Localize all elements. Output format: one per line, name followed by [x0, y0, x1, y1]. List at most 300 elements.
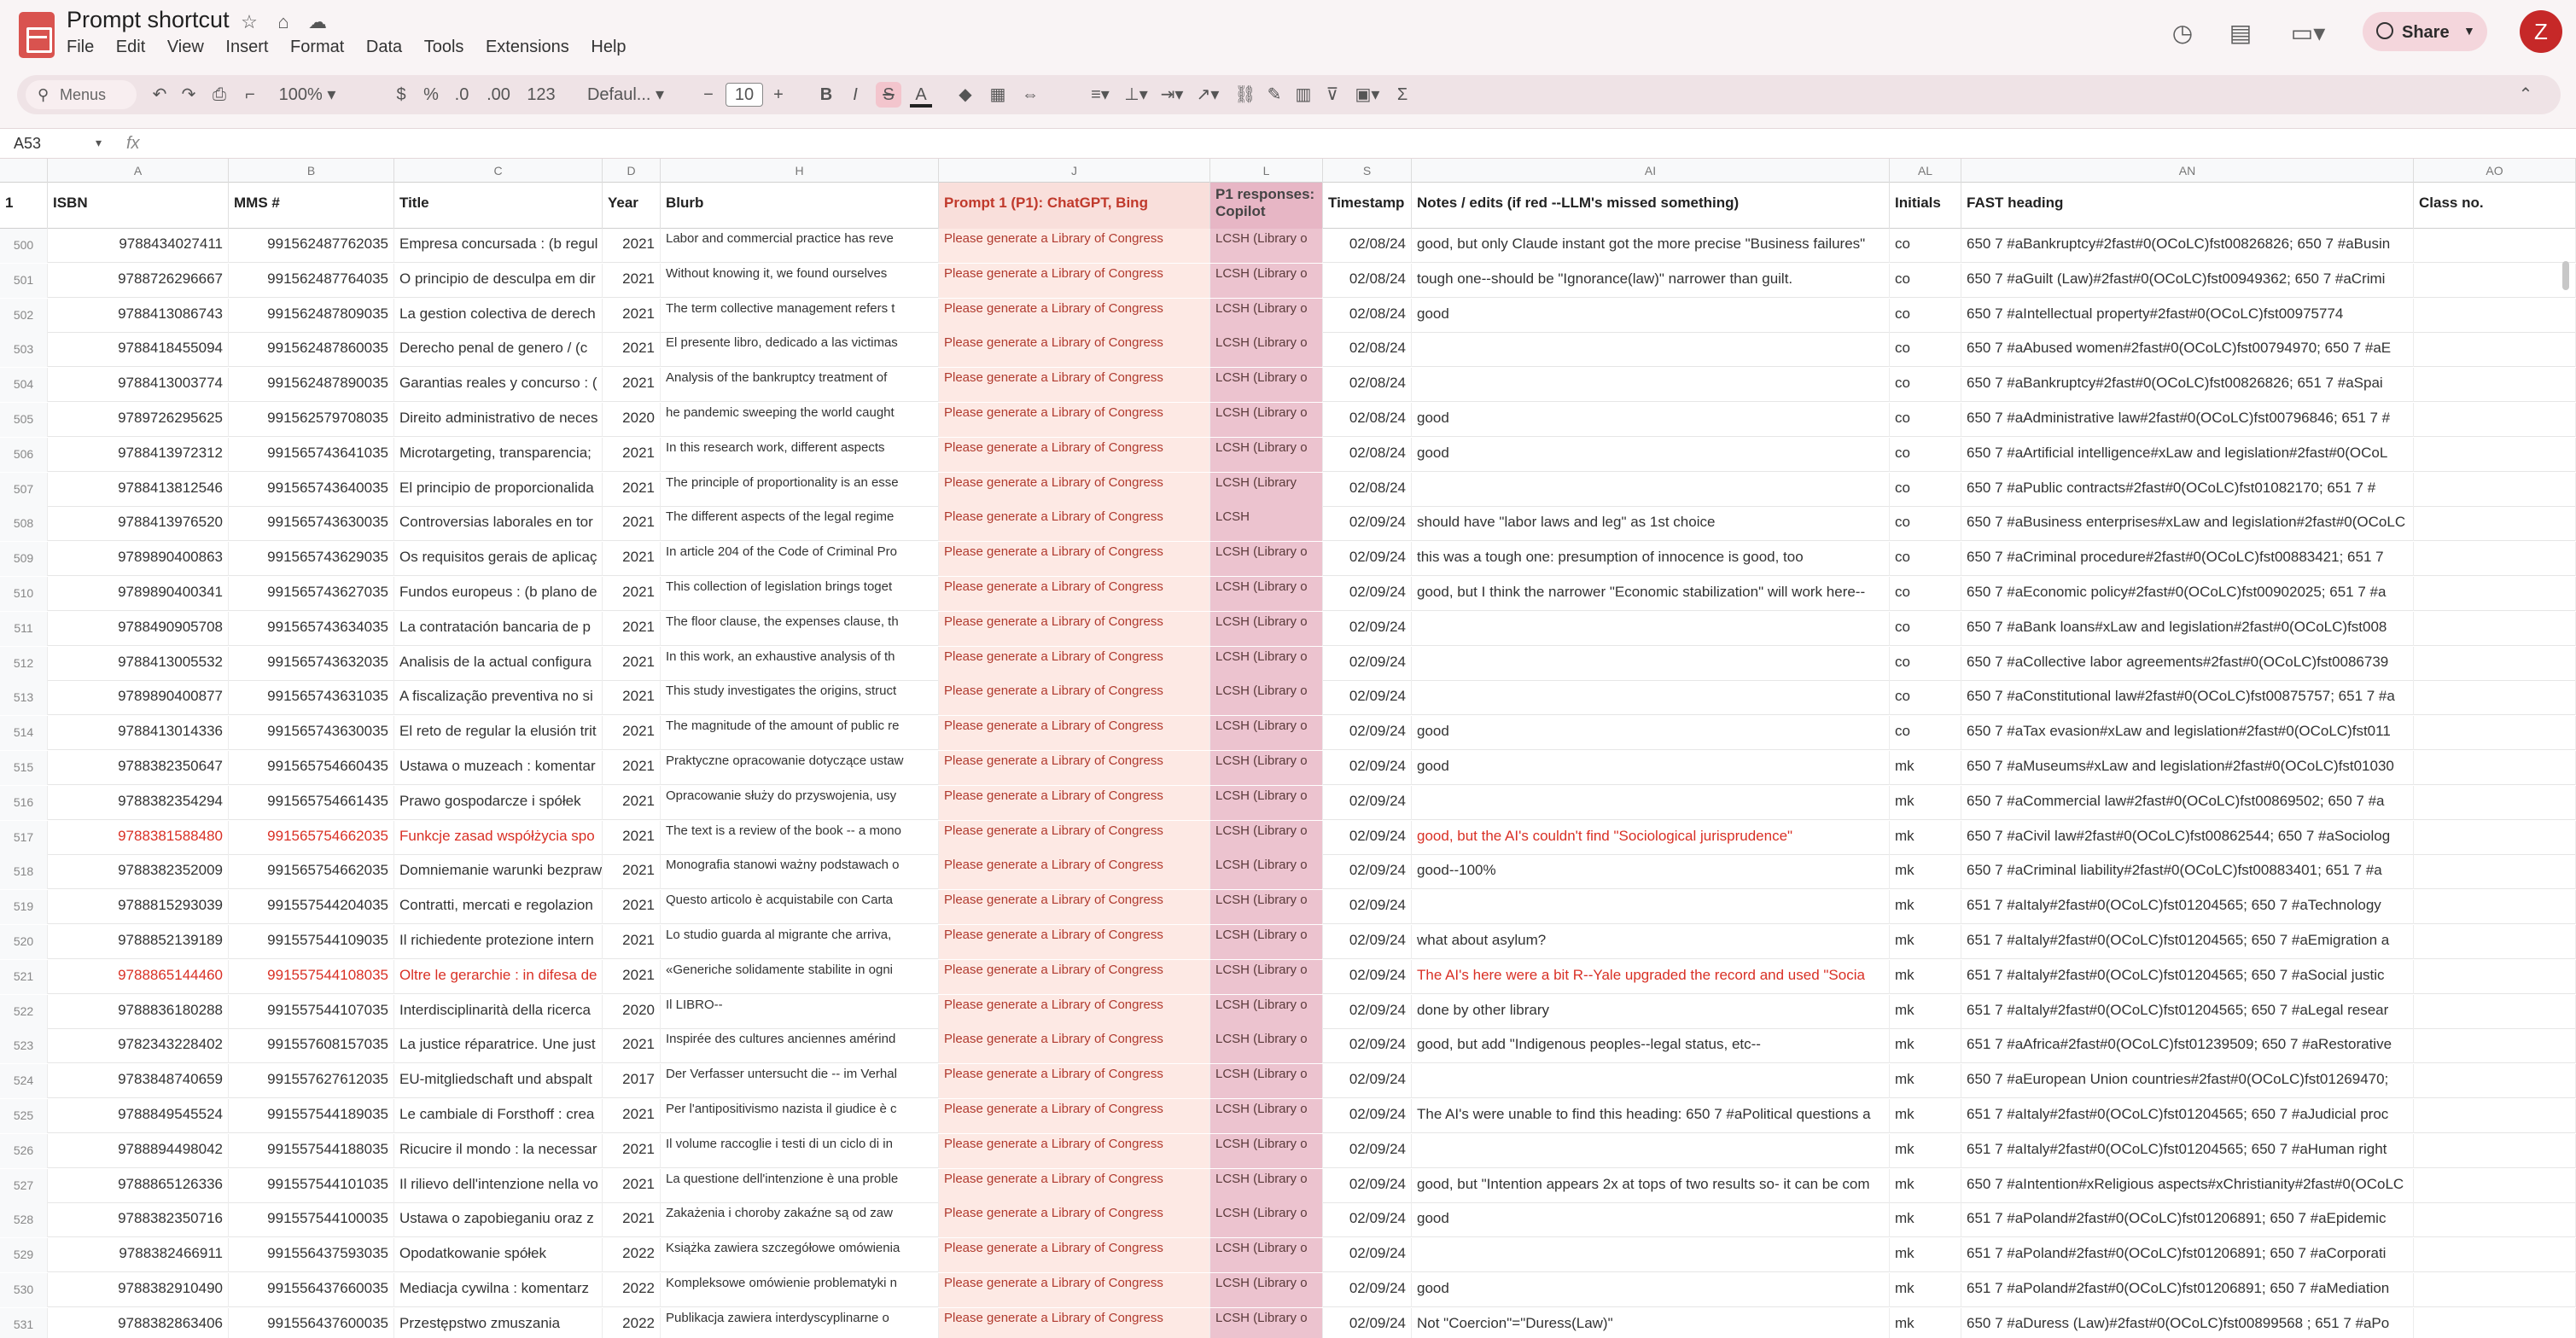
- cell-p1r[interactable]: LCSH (Library o: [1210, 577, 1323, 611]
- cell-notes[interactable]: [1412, 1238, 1890, 1272]
- header-isbn[interactable]: ISBN: [48, 183, 229, 229]
- cell-blurb[interactable]: Lo studio guarda al migrante che arriva,: [661, 925, 939, 959]
- cell-p1[interactable]: Please generate a Library of Congress: [939, 612, 1210, 646]
- row-header[interactable]: 517: [0, 821, 48, 855]
- row-header[interactable]: 507: [0, 473, 48, 507]
- cell-cls[interactable]: [2414, 542, 2576, 576]
- cell-p1[interactable]: Please generate a Library of Congress: [939, 960, 1210, 994]
- menu-format[interactable]: Format: [289, 38, 345, 56]
- filter-views-icon[interactable]: ▣▾: [1355, 85, 1380, 104]
- font-select[interactable]: Defaul... ▾: [586, 85, 665, 104]
- cell-blurb[interactable]: This study investigates the origins, struct: [661, 681, 939, 715]
- cell-cls[interactable]: [2414, 403, 2576, 437]
- row-header[interactable]: 523: [0, 1029, 48, 1063]
- cell-p1[interactable]: Please generate a Library of Congress: [939, 1308, 1210, 1338]
- cell-isbn[interactable]: 9788865144460: [48, 960, 229, 994]
- cell-title[interactable]: Ustawa o muzeach : komentar: [394, 751, 603, 785]
- cell-p1r[interactable]: LCSH (Library o: [1210, 438, 1323, 472]
- cell-p1r[interactable]: LCSH (Library o: [1210, 1134, 1323, 1168]
- cell-p1r[interactable]: LCSH (Library o: [1210, 542, 1323, 576]
- cell-year[interactable]: 2021: [603, 507, 661, 541]
- cell-year[interactable]: 2021: [603, 473, 661, 507]
- cell-isbn[interactable]: 9788434027411: [48, 229, 229, 263]
- cell-title[interactable]: El reto de regular la elusión trit: [394, 716, 603, 750]
- cell-ts[interactable]: 02/08/24: [1323, 333, 1412, 367]
- row-header[interactable]: 527: [0, 1169, 48, 1203]
- cell-mms[interactable]: 991557627612035: [229, 1064, 394, 1098]
- cell-fast[interactable]: 650 7 #aBank loans#xLaw and legislation#2fast#0(OCoLC)fst008: [1961, 612, 2414, 646]
- cell-notes[interactable]: [1412, 681, 1890, 715]
- cell-p1r[interactable]: LCSH (Library o: [1210, 716, 1323, 750]
- cell-mms[interactable]: 991565743627035: [229, 577, 394, 611]
- cell-ts[interactable]: 02/09/24: [1323, 786, 1412, 820]
- cell-p1[interactable]: Please generate a Library of Congress: [939, 1169, 1210, 1203]
- cell-cls[interactable]: [2414, 1203, 2576, 1237]
- cell-notes[interactable]: good: [1412, 1273, 1890, 1307]
- cell-ini[interactable]: mk: [1890, 821, 1961, 855]
- cell-year[interactable]: 2022: [603, 1308, 661, 1338]
- cell-p1r[interactable]: LCSH: [1210, 507, 1323, 541]
- cell-isbn[interactable]: 9788490905708: [48, 612, 229, 646]
- cell-mms[interactable]: 991562487764035: [229, 264, 394, 298]
- cell-p1r[interactable]: LCSH (Library o: [1210, 855, 1323, 889]
- cell-ini[interactable]: co: [1890, 473, 1961, 507]
- cell-year[interactable]: 2021: [603, 333, 661, 367]
- cell-cls[interactable]: [2414, 299, 2576, 333]
- cell-p1[interactable]: Please generate a Library of Congress: [939, 577, 1210, 611]
- cell-blurb[interactable]: In this work, an exhaustive analysis of th: [661, 647, 939, 681]
- cell-title[interactable]: Funkcje zasad współżycia spo: [394, 821, 603, 855]
- cell-mms[interactable]: 991557544188035: [229, 1134, 394, 1168]
- insert-comment-icon[interactable]: ✎: [1267, 85, 1282, 104]
- row-header[interactable]: 529: [0, 1238, 48, 1272]
- cell-p1r[interactable]: LCSH (Library o: [1210, 1169, 1323, 1203]
- merge-cells-icon[interactable]: ⇔: [1022, 85, 1039, 104]
- cell-notes[interactable]: [1412, 786, 1890, 820]
- cell-p1[interactable]: Please generate a Library of Congress: [939, 333, 1210, 367]
- cell-year[interactable]: 2021: [603, 890, 661, 924]
- cell-year[interactable]: 2021: [603, 751, 661, 785]
- cell-notes[interactable]: [1412, 647, 1890, 681]
- cell-ts[interactable]: 02/09/24: [1323, 1099, 1412, 1133]
- cell-cls[interactable]: [2414, 368, 2576, 402]
- row-header[interactable]: 500: [0, 229, 48, 263]
- cell-cls[interactable]: [2414, 1238, 2576, 1272]
- cell-mms[interactable]: 991557544107035: [229, 995, 394, 1029]
- vertical-scrollbar[interactable]: [2562, 261, 2569, 290]
- row-header[interactable]: 522: [0, 995, 48, 1029]
- cell-blurb[interactable]: Il volume raccoglie i testi di un ciclo di in: [661, 1134, 939, 1168]
- cell-notes[interactable]: good: [1412, 716, 1890, 750]
- cell-p1r[interactable]: LCSH (Library o: [1210, 1064, 1323, 1098]
- cell-cls[interactable]: [2414, 1064, 2576, 1098]
- cell-year[interactable]: 2021: [603, 577, 661, 611]
- cell-ini[interactable]: co: [1890, 368, 1961, 402]
- cell-blurb[interactable]: In article 204 of the Code of Criminal Pro: [661, 542, 939, 576]
- cell-notes[interactable]: good: [1412, 751, 1890, 785]
- menu-help[interactable]: Help: [591, 38, 627, 56]
- cell-blurb[interactable]: Der Verfasser untersucht die -- im Verhal: [661, 1064, 939, 1098]
- cell-ts[interactable]: 02/08/24: [1323, 299, 1412, 333]
- paint-format-icon[interactable]: ⌐: [245, 85, 255, 104]
- cell-title[interactable]: Oltre le gerarchie : in difesa de: [394, 960, 603, 994]
- cell-title[interactable]: Controversias laborales en tor: [394, 507, 603, 541]
- zoom-select[interactable]: 100% ▾: [278, 85, 336, 104]
- cell-p1[interactable]: Please generate a Library of Congress: [939, 1238, 1210, 1272]
- document-title[interactable]: Prompt shortcut: [67, 7, 230, 32]
- cell-blurb[interactable]: Inspirée des cultures anciennes amérind: [661, 1029, 939, 1063]
- star-icon[interactable]: ☆: [241, 11, 258, 32]
- cell-blurb[interactable]: In this research work, different aspects: [661, 438, 939, 472]
- column-header-D[interactable]: D: [603, 159, 661, 183]
- cell-title[interactable]: Ustawa o zapobieganiu oraz z: [394, 1203, 603, 1237]
- cell-p1r[interactable]: LCSH (Library o: [1210, 890, 1323, 924]
- cell-year[interactable]: 2021: [603, 229, 661, 263]
- header-mms[interactable]: MMS #: [229, 183, 394, 229]
- cell-blurb[interactable]: Analysis of the bankruptcy treatment of: [661, 368, 939, 402]
- cell-mms[interactable]: 991565754661435: [229, 786, 394, 820]
- cell-year[interactable]: 2017: [603, 1064, 661, 1098]
- cell-p1[interactable]: Please generate a Library of Congress: [939, 368, 1210, 402]
- cell-ts[interactable]: 02/08/24: [1323, 438, 1412, 472]
- cell-ts[interactable]: 02/09/24: [1323, 577, 1412, 611]
- strikethrough-button[interactable]: S: [876, 82, 901, 108]
- cell-fast[interactable]: 650 7 #aCollective labor agreements#2fast#0(OCoLC)fst0086739: [1961, 647, 2414, 681]
- cell-ini[interactable]: co: [1890, 438, 1961, 472]
- row-header[interactable]: 501: [0, 264, 48, 298]
- cell-fast[interactable]: 650 7 #aBusiness enterprises#xLaw and legislation#2fast#0(OCoLC: [1961, 507, 2414, 541]
- cell-cls[interactable]: [2414, 229, 2576, 263]
- cell-p1[interactable]: Please generate a Library of Congress: [939, 681, 1210, 715]
- cell-year[interactable]: 2021: [603, 438, 661, 472]
- cell-mms[interactable]: 991562487860035: [229, 333, 394, 367]
- cell-notes[interactable]: good: [1412, 403, 1890, 437]
- cell-fast[interactable]: 650 7 #aBankruptcy#2fast#0(OCoLC)fst00826826; 650 7 #aBusin: [1961, 229, 2414, 263]
- cell-year[interactable]: 2020: [603, 403, 661, 437]
- row-header[interactable]: 511: [0, 612, 48, 646]
- cell-ts[interactable]: 02/09/24: [1323, 925, 1412, 959]
- cell-ini[interactable]: mk: [1890, 855, 1961, 889]
- cell-cls[interactable]: [2414, 995, 2576, 1029]
- cell-mms[interactable]: 991557544109035: [229, 925, 394, 959]
- cell-isbn[interactable]: 9789890400863: [48, 542, 229, 576]
- row-header[interactable]: 530: [0, 1273, 48, 1307]
- cell-cls[interactable]: [2414, 612, 2576, 646]
- cell-notes[interactable]: good: [1412, 299, 1890, 333]
- cell-year[interactable]: 2021: [603, 786, 661, 820]
- share-button[interactable]: [2363, 12, 2487, 51]
- row-header[interactable]: 518: [0, 855, 48, 889]
- cell-title[interactable]: Os requisitos gerais de aplicaç: [394, 542, 603, 576]
- cell-isbn[interactable]: 9789726295625: [48, 403, 229, 437]
- row-header-1[interactable]: 1: [0, 183, 48, 229]
- cell-title[interactable]: Il richiedente protezione intern: [394, 925, 603, 959]
- horizontal-align-icon[interactable]: ≡▾: [1091, 85, 1110, 104]
- name-box[interactable]: A53: [14, 135, 42, 152]
- cell-cls[interactable]: [2414, 716, 2576, 750]
- cell-isbn[interactable]: 9788852139189: [48, 925, 229, 959]
- header-initials[interactable]: Initials: [1890, 183, 1961, 229]
- cell-year[interactable]: 2021: [603, 925, 661, 959]
- cell-fast[interactable]: 650 7 #aMuseums#xLaw and legislation#2fast#0(OCoLC)fst01030: [1961, 751, 2414, 785]
- cell-cls[interactable]: [2414, 1169, 2576, 1203]
- cell-notes[interactable]: good: [1412, 1203, 1890, 1237]
- cell-isbn[interactable]: 9782343228402: [48, 1029, 229, 1063]
- header-year[interactable]: Year: [603, 183, 661, 229]
- cell-isbn[interactable]: 9788413976520: [48, 507, 229, 541]
- cell-p1r[interactable]: LCSH (Library o: [1210, 925, 1323, 959]
- cell-year[interactable]: 2021: [603, 368, 661, 402]
- cell-ini[interactable]: co: [1890, 403, 1961, 437]
- cell-p1r[interactable]: LCSH (Library o: [1210, 995, 1323, 1029]
- cell-mms[interactable]: 991565743641035: [229, 438, 394, 472]
- cell-ini[interactable]: mk: [1890, 751, 1961, 785]
- cell-notes[interactable]: tough one--should be "Ignorance(law)" narrower than guilt.: [1412, 264, 1890, 298]
- menu-extensions[interactable]: Extensions: [485, 38, 569, 56]
- column-header-S[interactable]: S: [1323, 159, 1412, 183]
- font-size-decrease[interactable]: −: [703, 85, 714, 104]
- cell-fast[interactable]: 651 7 #aItaly#2fast#0(OCoLC)fst01204565; 650 7 #aHuman right: [1961, 1134, 2414, 1168]
- cell-p1[interactable]: Please generate a Library of Congress: [939, 786, 1210, 820]
- cell-ts[interactable]: 02/08/24: [1323, 264, 1412, 298]
- cell-blurb[interactable]: Publikacja zawiera interdyscyplinarne o: [661, 1308, 939, 1338]
- cell-blurb[interactable]: Without knowing it, we found ourselves: [661, 264, 939, 298]
- cell-ini[interactable]: mk: [1890, 1273, 1961, 1307]
- cell-p1[interactable]: Please generate a Library of Congress: [939, 299, 1210, 333]
- text-color-button[interactable]: A: [910, 82, 932, 108]
- cell-ini[interactable]: co: [1890, 264, 1961, 298]
- cell-ini[interactable]: mk: [1890, 1099, 1961, 1133]
- cell-blurb[interactable]: The different aspects of the legal regime: [661, 507, 939, 541]
- cell-notes[interactable]: good, but the AI's couldn't find "Sociological jurisprudence": [1412, 821, 1890, 855]
- cell-year[interactable]: 2020: [603, 995, 661, 1029]
- cell-fast[interactable]: 650 7 #aCommercial law#2fast#0(OCoLC)fst00869502; 650 7 #a: [1961, 786, 2414, 820]
- row-header[interactable]: 512: [0, 647, 48, 681]
- cell-cls[interactable]: [2414, 647, 2576, 681]
- row-header[interactable]: 513: [0, 681, 48, 715]
- cell-fast[interactable]: 651 7 #aItaly#2fast#0(OCoLC)fst01204565; 650 7 #aJudicial proc: [1961, 1099, 2414, 1133]
- cell-fast[interactable]: 650 7 #aCriminal procedure#2fast#0(OCoLC)fst00883421; 651 7: [1961, 542, 2414, 576]
- cell-notes[interactable]: good--100%: [1412, 855, 1890, 889]
- cell-fast[interactable]: 650 7 #aAbused women#2fast#0(OCoLC)fst00794970; 650 7 #aE: [1961, 333, 2414, 367]
- cell-isbn[interactable]: 9788836180288: [48, 995, 229, 1029]
- cell-fast[interactable]: 650 7 #aIntention#xReligious aspects#xChristianity#2fast#0(OCoLC: [1961, 1169, 2414, 1203]
- cell-p1r[interactable]: LCSH (Library o: [1210, 821, 1323, 855]
- cell-fast[interactable]: 650 7 #aBankruptcy#2fast#0(OCoLC)fst00826826; 651 7 #aSpai: [1961, 368, 2414, 402]
- cell-year[interactable]: 2021: [603, 855, 661, 889]
- cell-title[interactable]: La justice réparatrice. Une just: [394, 1029, 603, 1063]
- cell-year[interactable]: 2022: [603, 1273, 661, 1307]
- menus-search[interactable]: ⚲ Menus: [26, 80, 137, 109]
- cell-title[interactable]: Le cambiale di Forsthoff : crea: [394, 1099, 603, 1133]
- cell-p1r[interactable]: LCSH (Library o: [1210, 299, 1323, 333]
- cell-p1r[interactable]: LCSH (Library o: [1210, 1238, 1323, 1272]
- number-format-button[interactable]: 123: [527, 85, 556, 104]
- cell-mms[interactable]: 991562579708035: [229, 403, 394, 437]
- cell-notes[interactable]: [1412, 473, 1890, 507]
- cell-cls[interactable]: [2414, 681, 2576, 715]
- cell-notes[interactable]: good, but I think the narrower "Economic stabilization" will work here--: [1412, 577, 1890, 611]
- cell-cls[interactable]: [2414, 1029, 2576, 1063]
- cell-blurb[interactable]: Zakażenia i choroby zakaźne są od zaw: [661, 1203, 939, 1237]
- fill-color-icon[interactable]: ◆: [959, 85, 972, 104]
- cell-ts[interactable]: 02/09/24: [1323, 890, 1412, 924]
- column-header-AI[interactable]: AI: [1412, 159, 1890, 183]
- cell-title[interactable]: Prawo gospodarcze i spółek: [394, 786, 603, 820]
- menu-file[interactable]: File: [67, 38, 95, 56]
- column-header-AN[interactable]: AN: [1961, 159, 2414, 183]
- cell-cls[interactable]: [2414, 821, 2576, 855]
- cell-mms[interactable]: 991556437660035: [229, 1273, 394, 1307]
- header-class-no[interactable]: Class no.: [2414, 183, 2576, 229]
- cell-mms[interactable]: 991557544189035: [229, 1099, 394, 1133]
- cell-fast[interactable]: 650 7 #aCivil law#2fast#0(OCoLC)fst00862544; 650 7 #aSociolog: [1961, 821, 2414, 855]
- cell-blurb[interactable]: The term collective management refers t: [661, 299, 939, 333]
- row-header[interactable]: 502: [0, 299, 48, 333]
- cell-mms[interactable]: 991565743631035: [229, 681, 394, 715]
- cell-blurb[interactable]: Il LIBRO--: [661, 995, 939, 1029]
- cell-ts[interactable]: 02/09/24: [1323, 1064, 1412, 1098]
- cell-isbn[interactable]: 9788413014336: [48, 716, 229, 750]
- cell-isbn[interactable]: 9788382352009: [48, 855, 229, 889]
- cell-isbn[interactable]: 9788413003774: [48, 368, 229, 402]
- cell-title[interactable]: Il rilievo dell'intenzione nella vo: [394, 1169, 603, 1203]
- cell-ts[interactable]: 02/09/24: [1323, 542, 1412, 576]
- cell-year[interactable]: 2021: [603, 960, 661, 994]
- cell-notes[interactable]: [1412, 890, 1890, 924]
- cell-year[interactable]: 2021: [603, 1099, 661, 1133]
- cell-isbn[interactable]: 9788382350716: [48, 1203, 229, 1237]
- header-blurb[interactable]: Blurb: [661, 183, 939, 229]
- row-header[interactable]: 531: [0, 1308, 48, 1338]
- cell-year[interactable]: 2021: [603, 264, 661, 298]
- cell-fast[interactable]: 650 7 #aTax evasion#xLaw and legislation#2fast#0(OCoLC)fst011: [1961, 716, 2414, 750]
- cell-title[interactable]: Contratti, mercati e regolazion: [394, 890, 603, 924]
- insert-chart-icon[interactable]: ▥: [1295, 85, 1312, 104]
- cell-blurb[interactable]: Labor and commercial practice has reve: [661, 229, 939, 263]
- cell-notes[interactable]: [1412, 612, 1890, 646]
- cell-year[interactable]: 2021: [603, 821, 661, 855]
- collapse-toolbar-icon[interactable]: ⌃: [2518, 85, 2533, 104]
- cell-notes[interactable]: Not "Coercion"="Duress(Law)": [1412, 1308, 1890, 1338]
- decrease-decimals-button[interactable]: .0: [454, 85, 469, 104]
- row-header[interactable]: 505: [0, 403, 48, 437]
- cell-p1[interactable]: Please generate a Library of Congress: [939, 1273, 1210, 1307]
- cell-p1[interactable]: Please generate a Library of Congress: [939, 1134, 1210, 1168]
- row-header[interactable]: 520: [0, 925, 48, 959]
- cell-isbn[interactable]: 9788413005532: [48, 647, 229, 681]
- cell-p1[interactable]: Please generate a Library of Congress: [939, 716, 1210, 750]
- header-timestamp[interactable]: Timestamp: [1323, 183, 1412, 229]
- cell-isbn[interactable]: 9788894498042: [48, 1134, 229, 1168]
- cell-isbn[interactable]: 9789890400341: [48, 577, 229, 611]
- row-header[interactable]: 519: [0, 890, 48, 924]
- cell-cls[interactable]: [2414, 751, 2576, 785]
- cell-p1[interactable]: Please generate a Library of Congress: [939, 229, 1210, 263]
- cell-fast[interactable]: 651 7 #aItaly#2fast#0(OCoLC)fst01204565; 650 7 #aTechnology: [1961, 890, 2414, 924]
- cell-notes[interactable]: good, but only Claude instant got the more precise "Business failures": [1412, 229, 1890, 263]
- filter-icon[interactable]: ⊽: [1326, 85, 1339, 104]
- menu-insert[interactable]: Insert: [225, 38, 269, 56]
- cell-mms[interactable]: 991565743632035: [229, 647, 394, 681]
- cell-isbn[interactable]: 9788815293039: [48, 890, 229, 924]
- cell-notes[interactable]: good, but add "Indigenous peoples--legal status, etc--: [1412, 1029, 1890, 1063]
- column-header-L[interactable]: L: [1210, 159, 1323, 183]
- menu-tools[interactable]: Tools: [423, 38, 464, 56]
- cell-blurb[interactable]: This collection of legislation brings toget: [661, 577, 939, 611]
- cell-p1r[interactable]: LCSH (Library o: [1210, 1273, 1323, 1307]
- cell-ini[interactable]: co: [1890, 612, 1961, 646]
- cell-cls[interactable]: [2414, 577, 2576, 611]
- cell-mms[interactable]: 991565743630035: [229, 716, 394, 750]
- cell-ini[interactable]: mk: [1890, 1029, 1961, 1063]
- cell-fast[interactable]: 651 7 #aItaly#2fast#0(OCoLC)fst01204565; 650 7 #aLegal resear: [1961, 995, 2414, 1029]
- cell-p1r[interactable]: LCSH (Library o: [1210, 1099, 1323, 1133]
- cell-ini[interactable]: mk: [1890, 786, 1961, 820]
- meet-icon[interactable]: ▭▾: [2290, 20, 2326, 46]
- cell-cls[interactable]: [2414, 438, 2576, 472]
- column-header-A[interactable]: A: [48, 159, 229, 183]
- row-header[interactable]: 503: [0, 333, 48, 367]
- cell-title[interactable]: Ricucire il mondo : la necessar: [394, 1134, 603, 1168]
- cell-cls[interactable]: [2414, 1134, 2576, 1168]
- cell-isbn[interactable]: 9788382350647: [48, 751, 229, 785]
- cell-cls[interactable]: [2414, 960, 2576, 994]
- cell-p1[interactable]: Please generate a Library of Congress: [939, 890, 1210, 924]
- cell-ts[interactable]: 02/09/24: [1323, 1308, 1412, 1338]
- menu-data[interactable]: Data: [365, 38, 403, 56]
- cell-fast[interactable]: 650 7 #aAdministrative law#2fast#0(OCoLC)fst00796846; 651 7 #: [1961, 403, 2414, 437]
- redo-icon[interactable]: ↷: [181, 85, 196, 104]
- header-prompt1[interactable]: Prompt 1 (P1): ChatGPT, Bing: [939, 183, 1210, 229]
- cell-ts[interactable]: 02/09/24: [1323, 995, 1412, 1029]
- cell-p1[interactable]: Please generate a Library of Congress: [939, 507, 1210, 541]
- cell-blurb[interactable]: Książka zawiera szczegółowe omówienia: [661, 1238, 939, 1272]
- cell-p1[interactable]: Please generate a Library of Congress: [939, 1099, 1210, 1133]
- cell-blurb[interactable]: «Generiche solidamente stabilite in ogni: [661, 960, 939, 994]
- cell-p1r[interactable]: LCSH (Library o: [1210, 333, 1323, 367]
- cell-fast[interactable]: 650 7 #aCriminal liability#2fast#0(OCoLC)fst00883401; 651 7 #a: [1961, 855, 2414, 889]
- cell-mms[interactable]: 991557608157035: [229, 1029, 394, 1063]
- cell-title[interactable]: EU-mitgliedschaft und abspalt: [394, 1064, 603, 1098]
- cell-p1[interactable]: Please generate a Library of Congress: [939, 403, 1210, 437]
- header-p1-responses[interactable]: P1 responses: Copilot: [1210, 183, 1323, 229]
- cell-isbn[interactable]: 9788382910490: [48, 1273, 229, 1307]
- header-title[interactable]: Title: [394, 183, 603, 229]
- header-fast[interactable]: FAST heading: [1961, 183, 2414, 229]
- cell-isbn[interactable]: 9788381588480: [48, 821, 229, 855]
- cell-mms[interactable]: 991562487809035: [229, 299, 394, 333]
- cell-isbn[interactable]: 9788382354294: [48, 786, 229, 820]
- cell-fast[interactable]: 650 7 #aGuilt (Law)#2fast#0(OCoLC)fst00949362; 650 7 #aCrimi: [1961, 264, 2414, 298]
- cell-isbn[interactable]: 9783848740659: [48, 1064, 229, 1098]
- text-wrapping-icon[interactable]: ⇥▾: [1160, 85, 1184, 104]
- cell-fast[interactable]: 650 7 #aDuress (Law)#2fast#0(OCoLC)fst00899568 ; 651 7 #aPo: [1961, 1308, 2414, 1338]
- cell-mms[interactable]: 991565754662035: [229, 855, 394, 889]
- cell-fast[interactable]: 651 7 #aItaly#2fast#0(OCoLC)fst01204565; 650 7 #aSocial justic: [1961, 960, 2414, 994]
- cell-ini[interactable]: co: [1890, 647, 1961, 681]
- cell-isbn[interactable]: 9788849545524: [48, 1099, 229, 1133]
- cell-ini[interactable]: co: [1890, 299, 1961, 333]
- cell-ini[interactable]: co: [1890, 333, 1961, 367]
- cell-ini[interactable]: mk: [1890, 1203, 1961, 1237]
- row-header[interactable]: 515: [0, 751, 48, 785]
- cell-p1r[interactable]: LCSH (Library o: [1210, 229, 1323, 263]
- cell-notes[interactable]: [1412, 1134, 1890, 1168]
- cell-notes[interactable]: good: [1412, 438, 1890, 472]
- sheets-logo-icon[interactable]: [19, 12, 55, 58]
- cell-ts[interactable]: 02/09/24: [1323, 1029, 1412, 1063]
